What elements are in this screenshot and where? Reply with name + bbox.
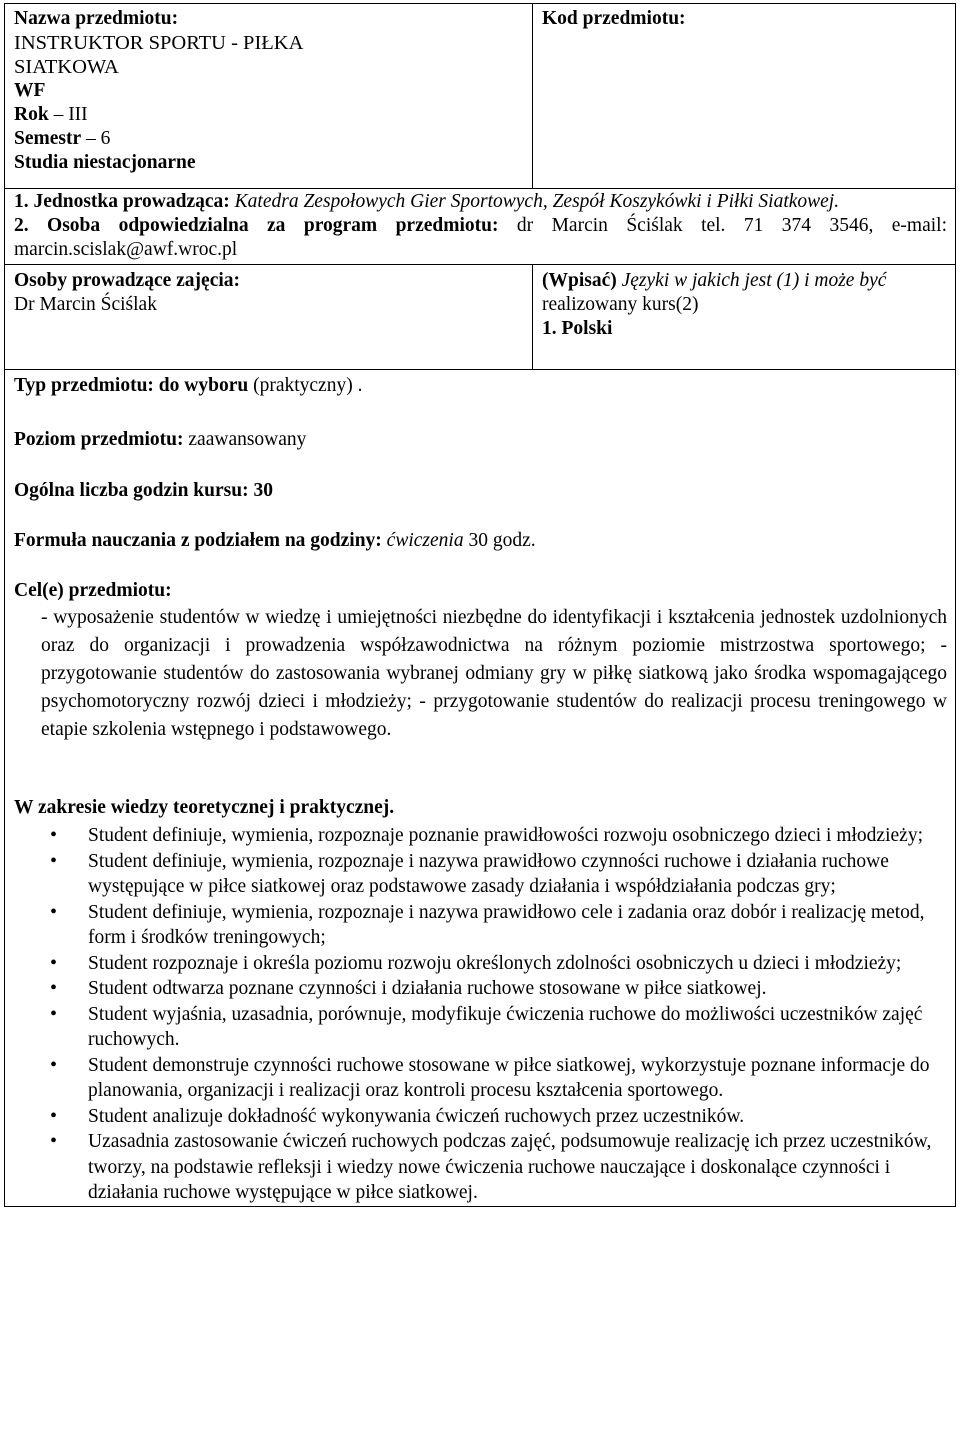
goals-label: Cel(e) przedmiotu: bbox=[14, 580, 172, 601]
outcomes-list bbox=[14, 823, 947, 1206]
languages-note: Języki w jakich jest (1) i może być bbox=[616, 270, 887, 291]
unit-row bbox=[14, 190, 947, 214]
type-value: (praktyczny) . bbox=[248, 375, 363, 396]
subject-name-line1: INSTRUKTOR SPORTU - PIŁKA bbox=[14, 32, 304, 54]
teachers-cell bbox=[5, 265, 533, 370]
outcome-item: • Student odtwarza poznane czynności i działania ruchowe stosowane w piłce siatkowej. bbox=[14, 976, 947, 1002]
hours-row bbox=[14, 479, 947, 529]
language-item: 1. Polski bbox=[542, 318, 613, 339]
formula-label: Formuła nauczania z podziałem na godziny: bbox=[14, 530, 382, 551]
subject-name-label: Nazwa przedmiotu: bbox=[14, 8, 179, 29]
semester-value: – 6 bbox=[81, 128, 111, 149]
responsible-label: 2. Osoba odpowiedzialna za program przedmiotu: bbox=[14, 215, 499, 236]
outcome-item: • Student definiuje, wymienia, rozpoznaje poznanie prawidłowości rozwoju osobniczego dzieci i młodzieży; bbox=[14, 823, 947, 849]
year-value: – III bbox=[48, 104, 88, 125]
course-details-cell bbox=[5, 370, 956, 1207]
level-row bbox=[14, 428, 947, 479]
outcome-item: • Student demonstruje czynności ruchowe stosowane w piłce siatkowej, wykorzystuje poznane informacje do planowania, organizacji i realizacji oraz kontroli procesu kształcenia sportowego. bbox=[14, 1053, 947, 1104]
semester-label: Semestr bbox=[14, 128, 82, 149]
year-row bbox=[14, 103, 524, 127]
syllabus-table bbox=[4, 3, 956, 1207]
level-value: zaawansowany bbox=[183, 429, 307, 450]
subject-name-line2: SIATKOWA bbox=[14, 56, 119, 78]
type-row bbox=[14, 374, 947, 428]
outcome-item: • Student wyjaśnia, uzasadnia, porównuje, modyfikuje ćwiczenia ruchowe do możliwości uczestników zajęć ruchowych. bbox=[14, 1002, 947, 1053]
responsible-row bbox=[14, 214, 947, 262]
outcome-item: • Student definiuje, wymienia, rozpoznaje i nazywa prawidłowo czynności ruchowe i działania ruchowe występujące w piłce siatkowej oraz podstawowe zasady działania i współdziałania podczas gry; bbox=[14, 849, 947, 900]
unit-value: Katedra Zespołowych Gier Sportowych, Zespół Koszykówki i Piłki Siatkowej. bbox=[229, 191, 840, 212]
unit-label: 1. Jednostka prowadząca: bbox=[14, 191, 230, 212]
languages-row bbox=[542, 269, 947, 293]
languages-label: (Wpisać) bbox=[542, 270, 617, 291]
outcome-item: • Student analizuje dokładność wykonywania ćwiczeń ruchowych przez uczestników. bbox=[14, 1104, 947, 1130]
year-label: Rok bbox=[14, 104, 49, 125]
teachers-label: Osoby prowadzące zajęcia: bbox=[14, 270, 241, 291]
formula-form: ćwiczenia bbox=[381, 530, 464, 551]
level-label: Poziom przedmiotu: bbox=[14, 429, 184, 450]
subject-code-cell bbox=[533, 4, 956, 189]
outcome-item: • Student definiuje, wymienia, rozpoznaje i nazywa prawidłowo cele i zadania oraz dobór i realizację metod, form i środków treningowych; bbox=[14, 900, 947, 951]
faculty: WF bbox=[14, 80, 46, 101]
subject-code-label: Kod przedmiotu: bbox=[542, 8, 686, 29]
formula-row bbox=[14, 529, 947, 577]
subject-info-cell bbox=[5, 4, 533, 189]
goals-text: - wyposażenie studentów w wiedzę i umiejętności niezbędne do identyfikacji i kształcenia jednostek uzdolnionych oraz do organizacji i prowadzenia współzawodnictwa na różnym poziomie mistrzostwa sportowego; - przygotowanie studentów do zastosowania wybranej odmiany gry w piłkę siatkową jako środka wspomagającego psychomotoryczny rozwój dzieci i młodzieży; - przygotowanie studentów do realizacji procesu treningowego w etapie szkolenia wstępnego i podstawowego. bbox=[41, 607, 947, 740]
outcome-item: • Student rozpoznaje i określa poziomu rozwoju określonych zdolności osobniczych u dzieci i młodzieży; bbox=[14, 951, 947, 977]
hours-label: Ogólna liczba godzin kursu: 30 bbox=[14, 480, 273, 501]
outcome-item: • Uzasadnia zastosowanie ćwiczeń ruchowych podczas zajęć, podsumowuje realizację ich przez uczestników, tworzy, na podstawie refleksji i wiedzy nowe ćwiczenia ruchowe nauczające i doskonalące czynności i działania ruchowe występujące w piłce siatkowej. bbox=[14, 1129, 947, 1206]
responsible-value: dr Marcin Ściślak tel. 71 374 3546, e-mail: marcin.scislak@awf.wroc.pl bbox=[14, 215, 947, 260]
languages-cell bbox=[533, 265, 956, 370]
unit-responsible-cell bbox=[5, 189, 956, 265]
languages-note2: realizowany kurs(2) bbox=[542, 294, 699, 315]
study-mode: Studia niestacjonarne bbox=[14, 152, 196, 173]
type-label: Typ przedmiotu: do wyboru bbox=[14, 375, 249, 396]
knowledge-heading: W zakresie wiedzy teoretycznej i praktycznej. bbox=[14, 797, 395, 818]
formula-value: 30 godz. bbox=[463, 530, 536, 551]
teachers-value: Dr Marcin Ściślak bbox=[14, 294, 157, 315]
semester-row bbox=[14, 127, 524, 151]
